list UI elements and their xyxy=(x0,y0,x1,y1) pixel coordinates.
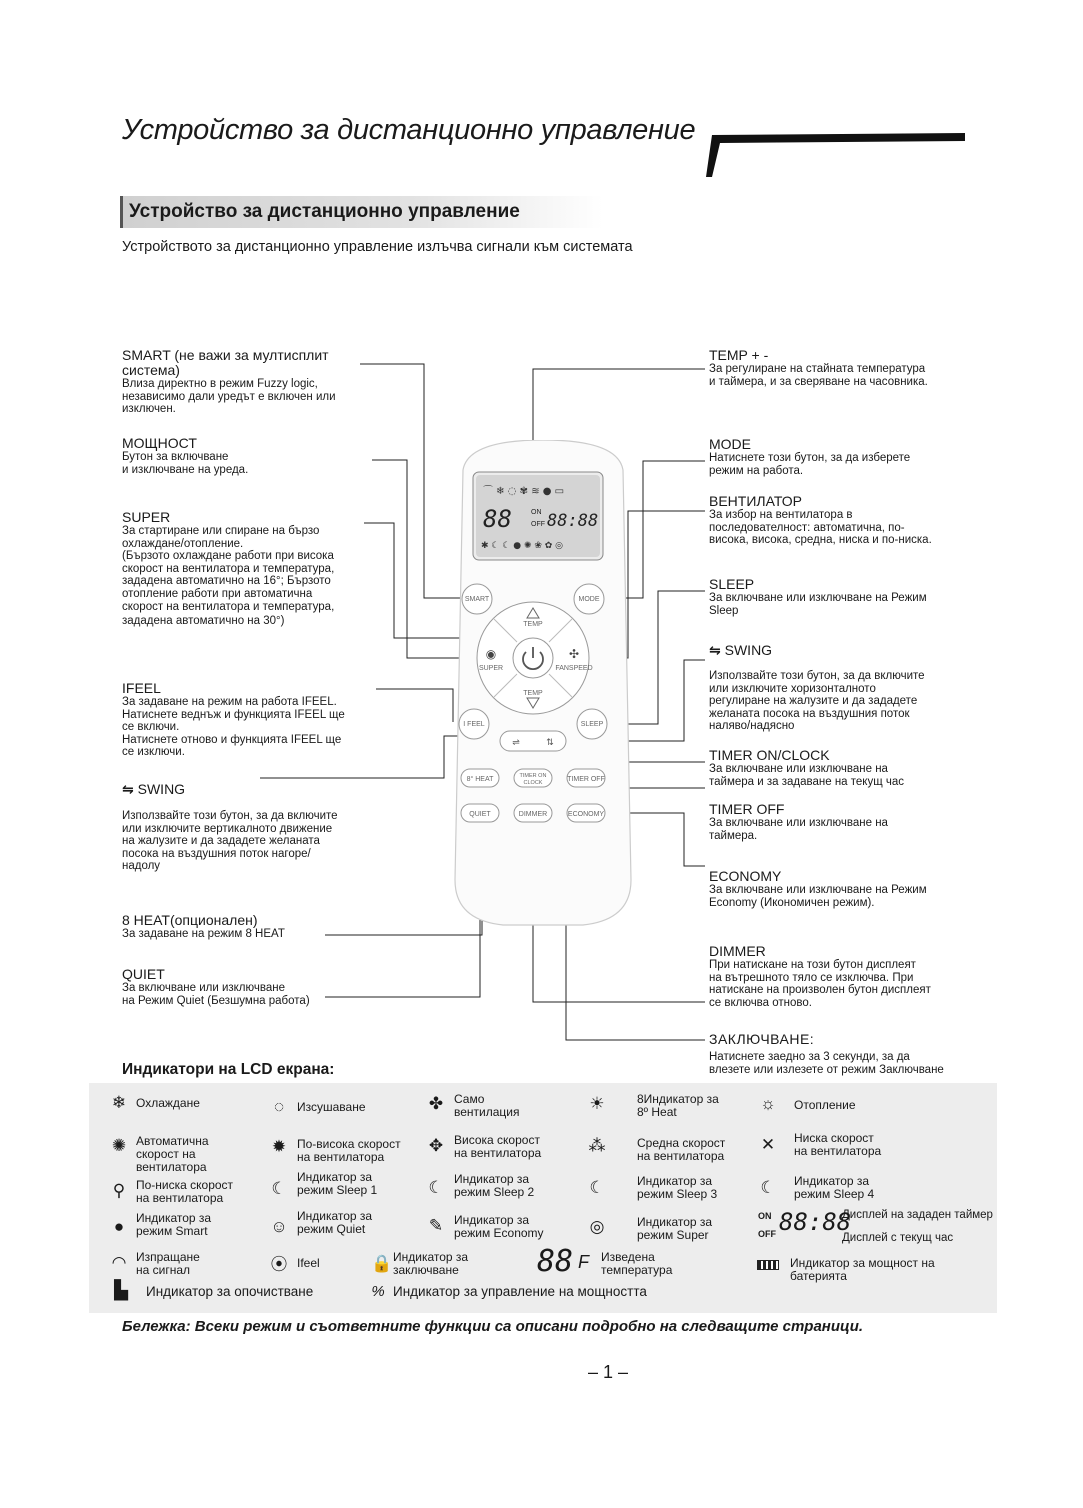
label-fan: ВЕНТИЛАТОР За избор на вентилатора в последователност: автоматична, по- висока, висока, средна, ниска и по-ниска. xyxy=(709,493,932,547)
svg-text:I FEEL: I FEEL xyxy=(463,721,485,728)
smart-icon: ● xyxy=(113,1217,125,1236)
label-dimmer: DIMMER При натискане на този бутон дисплеят на вътрешното тяло се изключва. При натискане на произволен бутон дисплеят се включва отново. xyxy=(709,943,931,1009)
temp-digits: 88 xyxy=(537,1244,574,1279)
svg-text:CLOCK: CLOCK xyxy=(523,780,543,786)
label-ifeel: IFEEL За задаване на режим на работа IFEEL. Натиснете веднъж и функцията IFEEL ще се включи. Натиснете отново и функцията IFEEL ще се изключи. xyxy=(122,680,345,759)
economy-button[interactable] xyxy=(567,804,605,822)
legend-higher-fan: По-висока скорост на вентилатора xyxy=(297,1137,401,1164)
lcd-time: 88:88 xyxy=(547,511,599,531)
swing-buttons[interactable] xyxy=(500,731,566,751)
sleep3-icon: ☾ xyxy=(589,1178,605,1197)
sleep1-icon: ☾ xyxy=(271,1179,287,1198)
timer-on-indicator: ON xyxy=(758,1211,772,1221)
legend-lower-fan: По-ниска скорост на вентилатора xyxy=(136,1178,234,1205)
ifeel-icon: ⦿ xyxy=(270,1255,288,1274)
legend-auto-fan: Автоматична скорост на вентилатора xyxy=(136,1134,209,1174)
legend-signal: Изпращане на сигнал xyxy=(136,1250,200,1277)
power-button[interactable] xyxy=(513,638,553,678)
economy-icon: ✎ xyxy=(428,1216,444,1235)
battery-icon xyxy=(757,1260,779,1270)
sleep4-icon: ☾ xyxy=(760,1178,776,1197)
sun-icon: ☼ xyxy=(760,1094,776,1113)
legend-quiet: Индикатор за режим Quiet xyxy=(297,1209,373,1236)
mode-button[interactable] xyxy=(574,584,604,614)
label-timer-off: TIMER OFF За включване или изключване на таймера. xyxy=(709,801,888,842)
legend-mid-fan: Средна скорост на вентилатора xyxy=(637,1136,726,1163)
svg-text:✣: ✣ xyxy=(568,647,580,661)
timer-digits: 88:88 xyxy=(779,1208,852,1236)
page-number: – 1 – xyxy=(588,1362,629,1382)
fan-icon: ✤ xyxy=(428,1094,444,1113)
svg-text:QUIET: QUIET xyxy=(469,811,491,818)
label-8heat: 8 HEAT(опционален) За задаване на режим 8 HEAT xyxy=(122,912,285,940)
timer-on-clock-button[interactable] xyxy=(514,769,552,787)
legend-power-ctrl: Индикатор за управление на мощността xyxy=(393,1284,647,1299)
label-swing-vertical: ⇋ SWING Използвайте този бутон, за да включите или изключите вертикалното движение на жалузите и да зададете желаната посока на въздушния поток нагоре/ надолу xyxy=(122,781,338,873)
label-sleep: SLEEP За включване или изключване на Режим Sleep xyxy=(709,576,927,617)
svg-text:⇌: ⇌ xyxy=(512,737,520,747)
svg-text:TIMER OFF: TIMER OFF xyxy=(567,776,605,783)
lock-icon: 🔒 xyxy=(371,1254,393,1273)
signal-icon: ◠ xyxy=(111,1253,127,1272)
high-fan-icon: ✥ xyxy=(428,1136,444,1155)
legend-heating: Отопление xyxy=(794,1098,856,1112)
svg-text:ECONOMY: ECONOMY xyxy=(567,811,605,818)
percent-icon: % xyxy=(371,1283,385,1300)
svg-text:SMART: SMART xyxy=(464,596,490,603)
svg-text:TEMP: TEMP xyxy=(523,690,543,697)
sleep-button[interactable] xyxy=(577,709,607,739)
label-power: МОЩНОСТ Бутон за включване и изключване на уреда. xyxy=(122,435,249,476)
legend-super: Индикатор за режим Super xyxy=(637,1215,713,1242)
label-quiet: QUIET За включване или изключване на Режим Quiet (Безшумна работа) xyxy=(122,966,310,1007)
fahrenheit-icon: F xyxy=(578,1252,589,1272)
swing-icon: ⇋ xyxy=(122,781,134,797)
lcd-legend-title: Индикатори на LCD екрана: xyxy=(122,1061,335,1078)
label-economy: ECONOMY За включване или изключване на Режим Economy (Икономичен режим). xyxy=(709,868,927,909)
legend-smart: Индикатор за режим Smart xyxy=(136,1211,212,1238)
higher-fan-icon: ✹ xyxy=(271,1137,287,1156)
ifeel-button[interactable] xyxy=(459,709,489,739)
super-icon: ◎ xyxy=(589,1217,605,1236)
timer-off-indicator: OFF xyxy=(758,1229,776,1239)
legend-economy: Индикатор за режим Economy xyxy=(454,1213,544,1240)
svg-text:✱ ☾ ☾ ● ✺ ❀ ✿ ◎: ✱ ☾ ☾ ● ✺ ❀ ✿ ◎ xyxy=(481,541,564,551)
svg-text:⌒ ❄ ◌ ✾ ≋ ● ▭: ⌒ ❄ ◌ ✾ ≋ ● ▭ xyxy=(483,486,565,497)
legend-sleep3: Индикатор за режим Sleep 3 xyxy=(637,1174,718,1201)
quiet-icon: ☺ xyxy=(270,1217,288,1236)
heat8-button[interactable] xyxy=(461,769,499,787)
svg-text:FANSPEED: FANSPEED xyxy=(555,665,593,672)
section-title: Устройство за дистанционно управление xyxy=(129,201,520,222)
label-smart: SMART (не важи за мултисплит система) Влиза директно в режим Fuzzy logic, независимо дали уредът е включен или изключен. xyxy=(122,347,336,416)
auto-fan-icon: ✺ xyxy=(111,1136,127,1155)
label-swing-horizontal: ⇋ SWING Използвайте този бутон, за да включите или изключите хоризонталното регулиране на жалузите и да зададете желаната посока на въздушния поток наляво/надясно xyxy=(709,642,925,733)
svg-text:⇅: ⇅ xyxy=(546,737,554,747)
droplet-icon: ◌ xyxy=(273,1097,285,1116)
smart-button[interactable] xyxy=(462,584,492,614)
label-super: SUPER За стартиране или спиране на бързо охлаждане/отопление. (Бързото охлаждане работи при висока скорост на вентилатора и температура, зададена автоматично на 16°; Бързото отопление работи при автоматична скорост на вентилатора и температура, зададена автоматично на 30°) xyxy=(122,509,335,628)
legend-sleep4: Индикатор за режим Sleep 4 xyxy=(794,1174,875,1201)
legend-dry: Изсушаване xyxy=(297,1100,366,1114)
mid-fan-icon: ⁂ xyxy=(588,1136,606,1155)
svg-text:TEMP: TEMP xyxy=(523,621,543,628)
svg-text:◉: ◉ xyxy=(485,647,497,661)
label-temp: TEMP + - За регулиране на стайната температура и таймера, и за сверяване на часовника. xyxy=(709,347,928,388)
legend-sleep2: Индикатор за режим Sleep 2 xyxy=(454,1172,535,1199)
svg-text:DIMMER: DIMMER xyxy=(518,811,548,818)
page-title: Устройство за дистанционно управление xyxy=(122,114,696,146)
footer-note: Бележка: Всеки режим и съответните функции са описани подробно на следващите страници. xyxy=(122,1318,864,1335)
legend-timer-set: Дисплей на зададен таймер xyxy=(842,1209,993,1221)
legend-lock: Индикатор за заключване xyxy=(393,1250,469,1277)
label-timer-on: TIMER ON/CLOCK За включване или изключване на таймера и за задаване на текущ час xyxy=(709,747,905,788)
heat8-icon: ☀ xyxy=(589,1094,605,1113)
swing-icon: ⇋ xyxy=(709,642,721,658)
legend-cool: Охлаждане xyxy=(136,1096,200,1110)
legend-high-fan: Висока скорост на вентилатора xyxy=(454,1133,542,1160)
sleep2-icon: ☾ xyxy=(428,1178,444,1197)
snowflake-icon: ❄ xyxy=(111,1093,127,1112)
legend-ifeel: Ifeel xyxy=(297,1256,320,1270)
svg-text:MODE: MODE xyxy=(578,596,600,603)
legend-cleaning: Индикатор за опочистване xyxy=(146,1284,314,1299)
remote-control xyxy=(443,440,643,940)
svg-text:SLEEP: SLEEP xyxy=(580,721,604,728)
low-fan-icon: ✕ xyxy=(760,1135,776,1154)
svg-text:SUPER: SUPER xyxy=(478,665,504,672)
svg-text:8° HEAT: 8° HEAT xyxy=(466,776,494,783)
legend-heat8: 8Индикатор за 8º Heat xyxy=(637,1092,719,1119)
intro-text: Устройството за дистанционно управление излъчва сигнали към системата xyxy=(122,239,633,255)
cleaning-icon: ▙ xyxy=(114,1280,128,1300)
legend-clock: Дисплей с текущ час xyxy=(842,1232,954,1244)
lcd-temp: 88 xyxy=(483,505,512,533)
label-lock: ЗАКЛЮЧВАНЕ: Натиснете заедно за 3 секунди, за да влезете или излезете от режим Заключване xyxy=(709,1031,944,1076)
quiet-button[interactable] xyxy=(461,804,499,822)
legend-temp: Изведена температура xyxy=(601,1250,673,1277)
lcd-on: ON xyxy=(531,509,542,516)
legend-sleep1: Индикатор за режим Sleep 1 xyxy=(297,1170,378,1197)
label-mode: MODE Натиснете този бутон, за да изберете режим на работа. xyxy=(709,436,911,477)
timer-off-button[interactable] xyxy=(567,769,605,787)
lower-fan-icon: ⚲ xyxy=(112,1181,126,1200)
lcd-off: OFF xyxy=(531,521,545,528)
legend-low-fan: Ниска скорост на вентилатора xyxy=(794,1131,882,1158)
legend-fan-only: Само вентилация xyxy=(454,1092,520,1119)
svg-text:TIMER ON: TIMER ON xyxy=(519,773,547,779)
dimmer-button[interactable] xyxy=(514,804,552,822)
legend-battery: Индикатор за мощност на батерията xyxy=(790,1256,935,1283)
